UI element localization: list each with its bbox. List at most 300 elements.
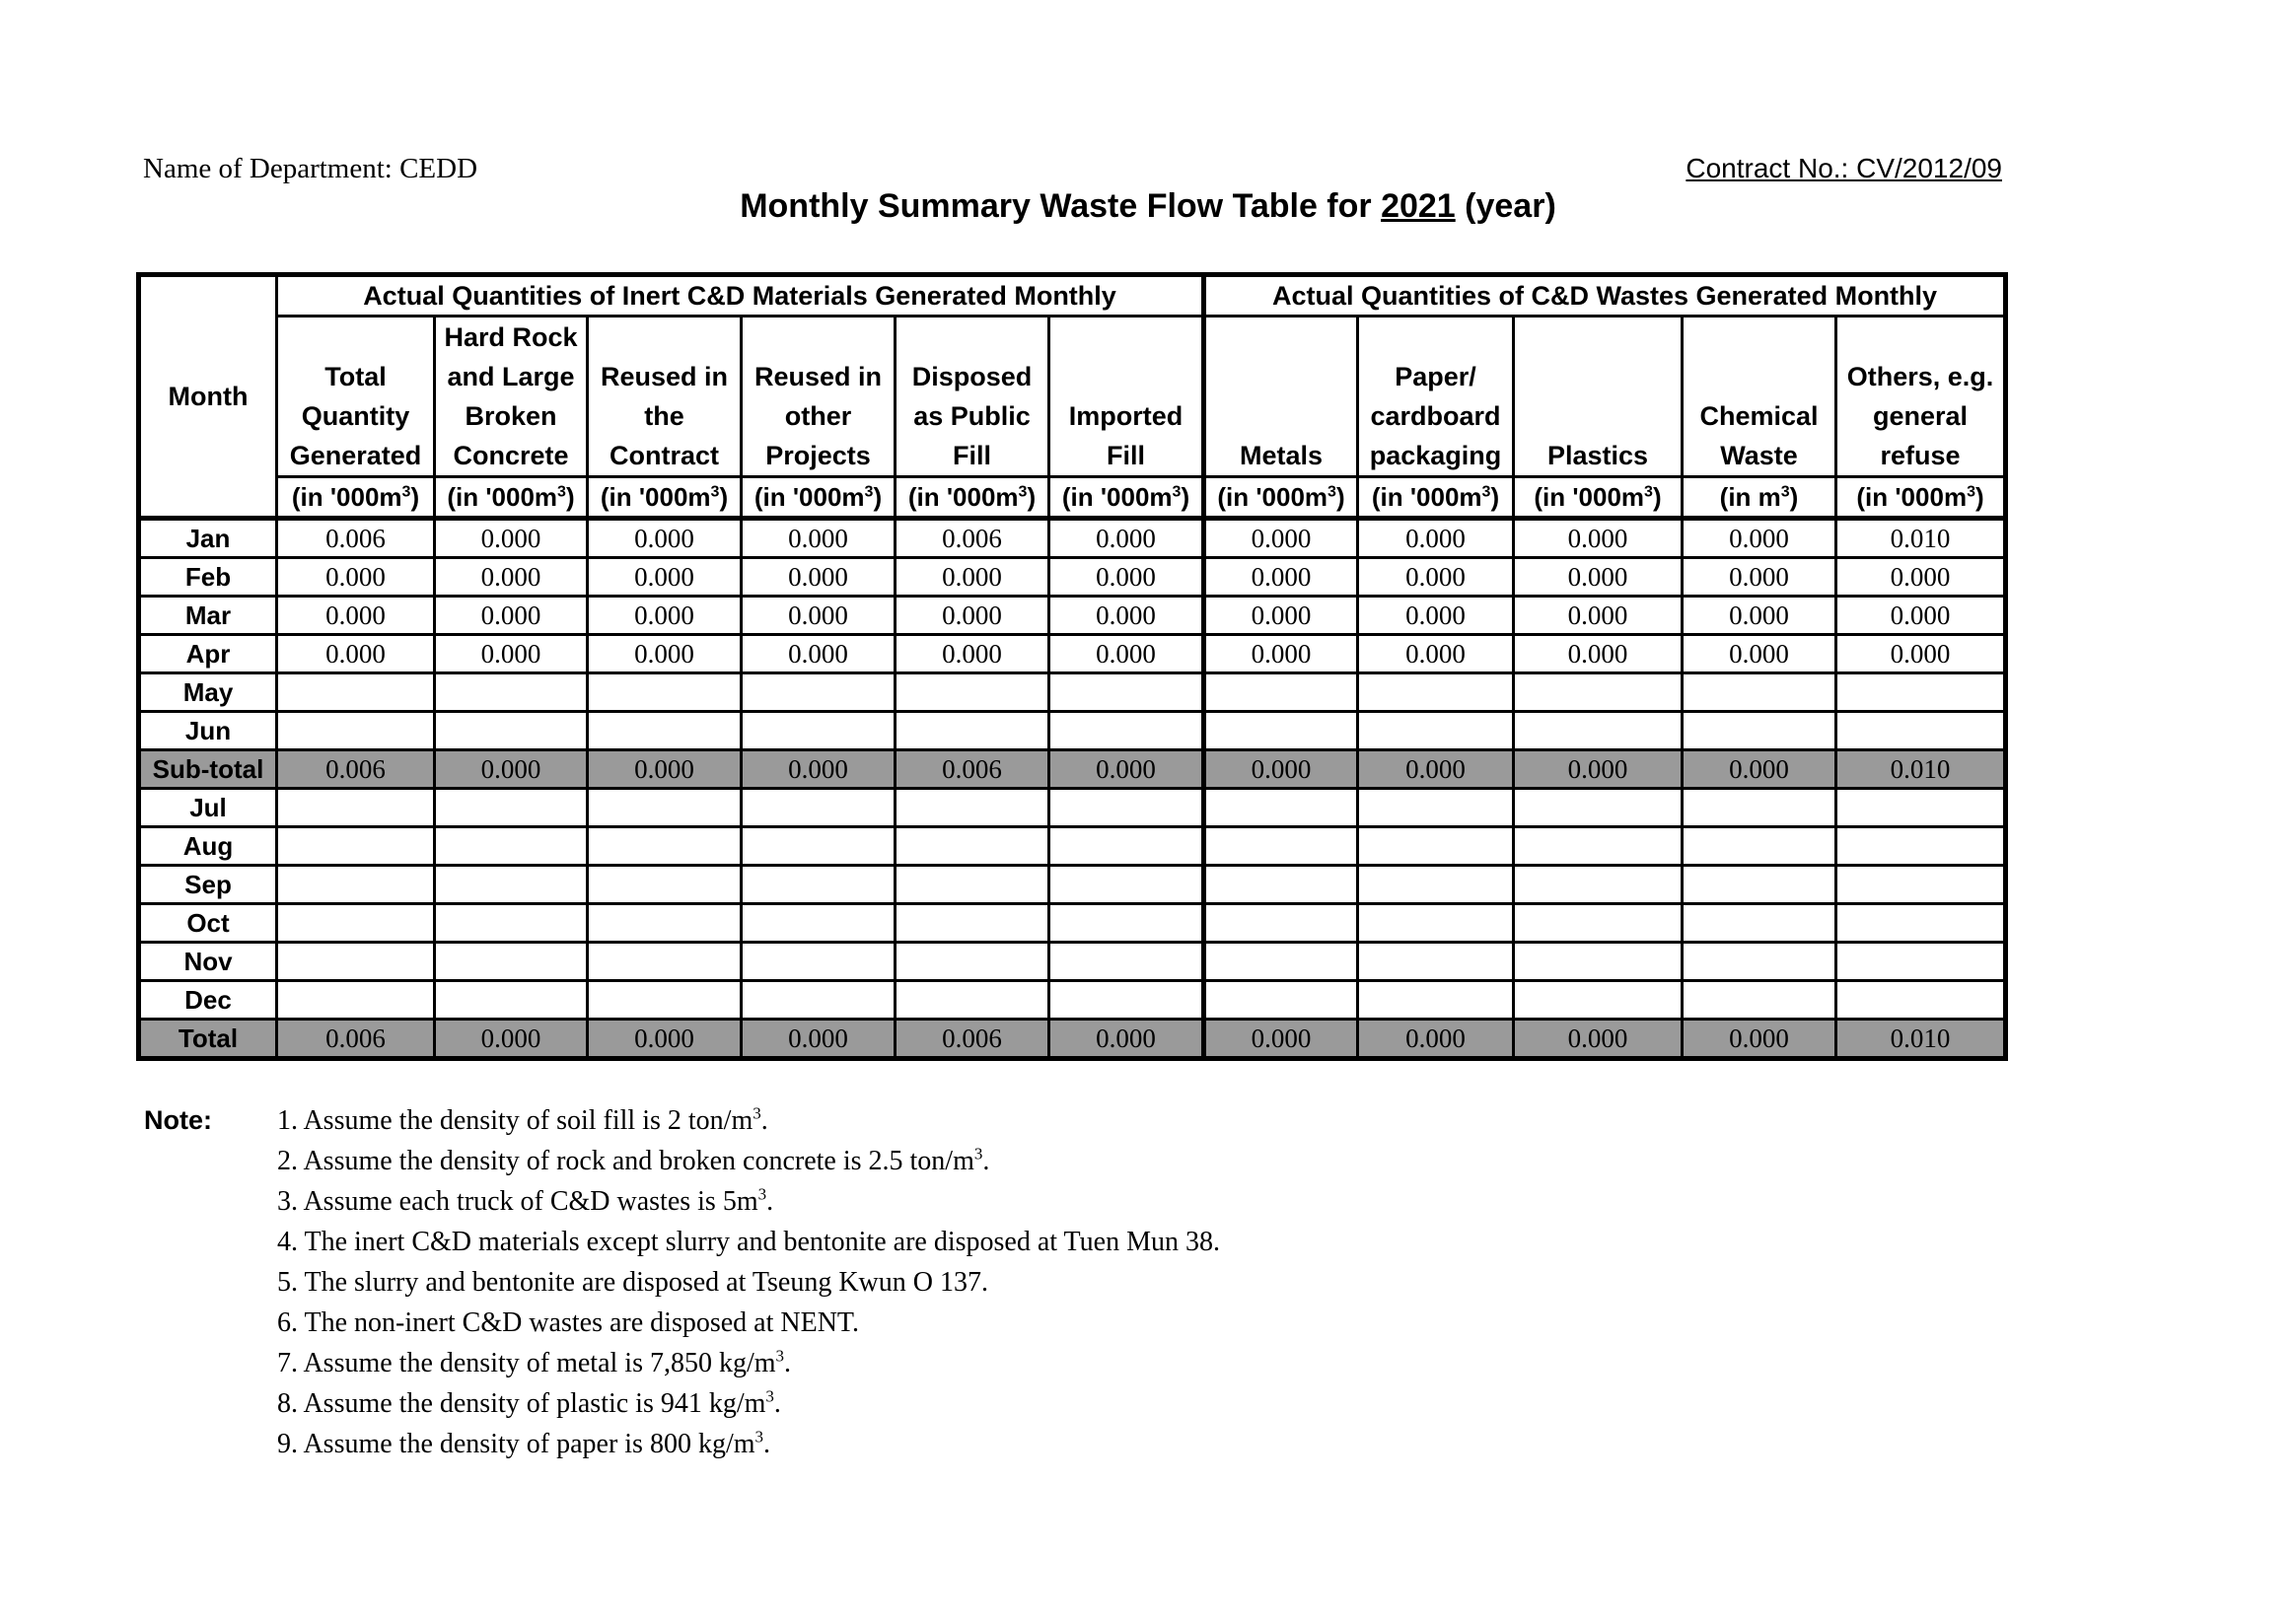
column-header-line: Concrete bbox=[453, 441, 569, 470]
value-cell bbox=[1683, 943, 1836, 981]
column-header-line: general bbox=[1872, 401, 1969, 431]
column-unit bbox=[896, 477, 1049, 519]
column-header-line: packaging bbox=[1369, 441, 1502, 470]
value-cell: 0.000 bbox=[1049, 1020, 1204, 1059]
column-header-line: Reused in bbox=[753, 362, 883, 391]
table-row bbox=[139, 712, 2006, 750]
note-text: 9. Assume the density of paper is 800 kg/m bbox=[277, 1429, 755, 1459]
value-cell bbox=[277, 904, 435, 943]
title-prefix: Monthly Summary Waste Flow Table for bbox=[740, 187, 1382, 225]
value-cell: 0.000 bbox=[1514, 519, 1683, 558]
value-cell bbox=[896, 866, 1049, 904]
note-text: 5. The slurry and bentonite are disposed at Tseung Kwun O 137. bbox=[277, 1267, 988, 1298]
note-item bbox=[277, 1303, 1220, 1343]
unit-superscript: 3 bbox=[1481, 483, 1491, 501]
value-cell bbox=[742, 866, 896, 904]
unit-text: (in '000m bbox=[1217, 482, 1328, 512]
note-text: 6. The non-inert C&D wastes are disposed at NENT. bbox=[277, 1307, 859, 1338]
month-cell: Total bbox=[139, 1020, 277, 1059]
value-cell: 0.000 bbox=[1204, 635, 1358, 673]
unit-close: ) bbox=[873, 482, 883, 512]
value-cell: 0.000 bbox=[1358, 519, 1514, 558]
value-cell bbox=[1836, 789, 2006, 827]
note-superscript: 3 bbox=[973, 1144, 983, 1164]
value-cell: 0.000 bbox=[742, 635, 896, 673]
column-unit bbox=[277, 477, 435, 519]
value-cell bbox=[1836, 827, 2006, 866]
unit-close: ) bbox=[565, 482, 575, 512]
value-cell: 0.000 bbox=[1683, 635, 1836, 673]
note-superscript: 3 bbox=[754, 1427, 764, 1447]
value-cell bbox=[588, 712, 742, 750]
value-cell bbox=[742, 943, 896, 981]
unit-close: ) bbox=[410, 482, 420, 512]
value-cell: 0.000 bbox=[1836, 635, 2006, 673]
value-cell: 0.000 bbox=[1514, 635, 1683, 673]
value-cell bbox=[277, 673, 435, 712]
column-header-line: and Large bbox=[447, 362, 575, 391]
column-header bbox=[742, 317, 896, 477]
value-cell: 0.000 bbox=[1683, 519, 1836, 558]
table-row bbox=[139, 904, 2006, 943]
value-cell bbox=[1049, 827, 1204, 866]
table-row bbox=[139, 635, 2006, 673]
value-cell bbox=[1049, 673, 1204, 712]
column-unit bbox=[1683, 477, 1836, 519]
value-cell bbox=[896, 673, 1049, 712]
column-header-line: the bbox=[644, 401, 684, 431]
value-cell: 0.000 bbox=[435, 750, 588, 789]
note-superscript: 3 bbox=[757, 1184, 767, 1204]
unit-close: ) bbox=[719, 482, 729, 512]
unit-close: ) bbox=[1490, 482, 1500, 512]
value-cell: 0.000 bbox=[742, 750, 896, 789]
value-cell bbox=[1049, 904, 1204, 943]
column-header-line: Chemical bbox=[1699, 401, 1819, 431]
value-cell: 0.000 bbox=[1836, 597, 2006, 635]
notes-list bbox=[277, 1100, 1220, 1464]
value-cell bbox=[1049, 943, 1204, 981]
column-header-line: Total bbox=[324, 362, 387, 391]
column-header-line: Disposed bbox=[911, 362, 1033, 391]
title-suffix: (year) bbox=[1455, 187, 1556, 225]
note-end: . bbox=[784, 1348, 792, 1378]
value-cell bbox=[896, 943, 1049, 981]
value-cell bbox=[1358, 943, 1514, 981]
value-cell bbox=[1836, 712, 2006, 750]
value-cell bbox=[1204, 904, 1358, 943]
unit-superscript: 3 bbox=[1780, 483, 1790, 501]
column-unit bbox=[1204, 477, 1358, 519]
month-cell: Jan bbox=[139, 519, 277, 558]
wastes-group-header: Actual Quantities of C&D Wastes Generated Monthly bbox=[1204, 275, 2006, 317]
note-item bbox=[277, 1222, 1220, 1262]
value-cell: 0.000 bbox=[435, 635, 588, 673]
note-superscript: 3 bbox=[775, 1346, 785, 1366]
column-header-line: cardboard bbox=[1370, 401, 1501, 431]
unit-superscript: 3 bbox=[1018, 483, 1028, 501]
value-cell: 0.000 bbox=[1514, 750, 1683, 789]
value-cell bbox=[1514, 673, 1683, 712]
column-unit bbox=[1049, 477, 1204, 519]
note-end: . bbox=[982, 1146, 990, 1176]
value-cell: 0.000 bbox=[1204, 597, 1358, 635]
value-cell bbox=[435, 827, 588, 866]
unit-close: ) bbox=[1335, 482, 1345, 512]
unit-close: ) bbox=[1652, 482, 1662, 512]
unit-close: ) bbox=[1789, 482, 1799, 512]
unit-superscript: 3 bbox=[1172, 483, 1182, 501]
value-cell: 0.000 bbox=[896, 558, 1049, 597]
column-header-line: Broken bbox=[465, 401, 557, 431]
value-cell bbox=[1514, 789, 1683, 827]
unit-text: (in '000m bbox=[1371, 482, 1482, 512]
month-cell: Apr bbox=[139, 635, 277, 673]
unit-text: (in '000m bbox=[1061, 482, 1173, 512]
value-cell bbox=[1049, 866, 1204, 904]
value-cell bbox=[1358, 789, 1514, 827]
contract-number: Contract No.: CV/2012/09 bbox=[1686, 153, 2002, 183]
unit-close: ) bbox=[1974, 482, 1984, 512]
value-cell bbox=[896, 904, 1049, 943]
value-cell: 0.000 bbox=[277, 597, 435, 635]
month-cell: Sub-total bbox=[139, 750, 277, 789]
value-cell bbox=[896, 981, 1049, 1020]
unit-text: (in '000m bbox=[1856, 482, 1968, 512]
value-cell bbox=[588, 673, 742, 712]
note-item bbox=[277, 1424, 1220, 1464]
unit-superscript: 3 bbox=[1327, 483, 1336, 501]
value-cell bbox=[588, 904, 742, 943]
value-cell bbox=[435, 981, 588, 1020]
value-cell: 0.000 bbox=[742, 558, 896, 597]
value-cell: 0.000 bbox=[1836, 558, 2006, 597]
table-row bbox=[139, 597, 2006, 635]
value-cell bbox=[1514, 904, 1683, 943]
value-cell bbox=[1204, 866, 1358, 904]
unit-superscript: 3 bbox=[557, 483, 566, 501]
value-cell bbox=[1358, 981, 1514, 1020]
value-cell: 0.000 bbox=[1683, 558, 1836, 597]
month-cell: Jun bbox=[139, 712, 277, 750]
month-cell: Dec bbox=[139, 981, 277, 1020]
column-header-line: Projects bbox=[765, 441, 871, 470]
unit-text: (in m bbox=[1719, 482, 1781, 512]
month-cell: May bbox=[139, 673, 277, 712]
value-cell bbox=[1049, 712, 1204, 750]
month-cell: Aug bbox=[139, 827, 277, 866]
note-text: 1. Assume the density of soil fill is 2 ton/m bbox=[277, 1105, 753, 1136]
note-text: 2. Assume the density of rock and broken concrete is 2.5 ton/m bbox=[277, 1146, 974, 1176]
value-cell: 0.000 bbox=[742, 1020, 896, 1059]
value-cell: 0.000 bbox=[588, 750, 742, 789]
column-header-line: Contract bbox=[609, 441, 719, 470]
note-item bbox=[277, 1141, 1220, 1181]
value-cell bbox=[1204, 789, 1358, 827]
page-title bbox=[0, 187, 2296, 226]
column-header-line: Paper/ bbox=[1395, 362, 1476, 391]
inert-group-header: Actual Quantities of Inert C&D Materials Generated Monthly bbox=[277, 275, 1204, 317]
column-header-line: Others, e.g. bbox=[1846, 362, 1994, 391]
unit-text: (in '000m bbox=[291, 482, 402, 512]
column-header-line: refuse bbox=[1880, 441, 1961, 470]
value-cell bbox=[1204, 712, 1358, 750]
note-text: 3. Assume each truck of C&D wastes is 5m bbox=[277, 1186, 758, 1217]
table-row bbox=[139, 943, 2006, 981]
value-cell bbox=[896, 827, 1049, 866]
unit-superscript: 3 bbox=[401, 483, 411, 501]
column-header-line: Generated bbox=[289, 441, 422, 470]
month-column-header: Month bbox=[139, 275, 277, 519]
unit-superscript: 3 bbox=[710, 483, 720, 501]
value-cell bbox=[1836, 943, 2006, 981]
note-end: . bbox=[763, 1429, 771, 1459]
note-item bbox=[277, 1262, 1220, 1303]
table-row bbox=[139, 981, 2006, 1020]
value-cell bbox=[1836, 904, 2006, 943]
value-cell bbox=[588, 789, 742, 827]
value-cell bbox=[1358, 827, 1514, 866]
value-cell bbox=[588, 943, 742, 981]
note-text: 7. Assume the density of metal is 7,850 kg/m bbox=[277, 1348, 776, 1378]
value-cell: 0.010 bbox=[1836, 519, 2006, 558]
value-cell: 0.000 bbox=[1204, 519, 1358, 558]
value-cell bbox=[1836, 866, 2006, 904]
column-header-line: Metals bbox=[1239, 441, 1324, 470]
table-row bbox=[139, 558, 2006, 597]
value-cell: 0.000 bbox=[1204, 750, 1358, 789]
value-cell: 0.000 bbox=[588, 635, 742, 673]
value-cell: 0.000 bbox=[1204, 1020, 1358, 1059]
table-row bbox=[139, 789, 2006, 827]
unit-text: (in '000m bbox=[753, 482, 865, 512]
value-cell bbox=[1514, 943, 1683, 981]
value-cell: 0.000 bbox=[1049, 519, 1204, 558]
column-header-line: Reused in bbox=[600, 362, 729, 391]
note-end: . bbox=[773, 1388, 781, 1419]
value-cell bbox=[1836, 673, 2006, 712]
value-cell bbox=[742, 673, 896, 712]
value-cell bbox=[1514, 712, 1683, 750]
value-cell bbox=[1204, 943, 1358, 981]
note-item bbox=[277, 1181, 1220, 1222]
value-cell: 0.000 bbox=[896, 597, 1049, 635]
value-cell: 0.000 bbox=[1683, 1020, 1836, 1059]
department-name: Name of Department: CEDD bbox=[143, 153, 478, 184]
value-cell bbox=[1204, 827, 1358, 866]
value-cell: 0.010 bbox=[1836, 1020, 2006, 1059]
value-cell bbox=[277, 827, 435, 866]
value-cell: 0.000 bbox=[896, 635, 1049, 673]
column-unit bbox=[1358, 477, 1514, 519]
value-cell: 0.006 bbox=[277, 519, 435, 558]
value-cell bbox=[277, 981, 435, 1020]
unit-text: (in '000m bbox=[447, 482, 558, 512]
value-cell bbox=[277, 866, 435, 904]
value-cell: 0.006 bbox=[896, 1020, 1049, 1059]
value-cell bbox=[588, 827, 742, 866]
title-year: 2021 bbox=[1381, 187, 1456, 225]
value-cell bbox=[896, 789, 1049, 827]
value-cell: 0.000 bbox=[1514, 558, 1683, 597]
value-cell bbox=[435, 866, 588, 904]
value-cell bbox=[896, 712, 1049, 750]
value-cell bbox=[1049, 981, 1204, 1020]
value-cell: 0.000 bbox=[1358, 597, 1514, 635]
value-cell: 0.006 bbox=[277, 750, 435, 789]
month-cell: Nov bbox=[139, 943, 277, 981]
value-cell: 0.000 bbox=[1683, 750, 1836, 789]
value-cell: 0.000 bbox=[1358, 1020, 1514, 1059]
value-cell bbox=[1683, 904, 1836, 943]
value-cell: 0.000 bbox=[742, 519, 896, 558]
note-text: 4. The inert C&D materials except slurry and bentonite are disposed at Tuen Mun 38. bbox=[277, 1227, 1220, 1257]
value-cell bbox=[1514, 981, 1683, 1020]
note-superscript: 3 bbox=[753, 1103, 761, 1123]
column-header-line: Hard Rock bbox=[444, 322, 578, 352]
column-header-line: as Public bbox=[913, 401, 1031, 431]
value-cell bbox=[1358, 712, 1514, 750]
value-cell: 0.000 bbox=[1204, 558, 1358, 597]
column-header-line: Plastics bbox=[1546, 441, 1649, 470]
column-unit bbox=[588, 477, 742, 519]
column-header bbox=[1049, 317, 1204, 477]
column-header bbox=[1204, 317, 1358, 477]
column-header bbox=[1514, 317, 1683, 477]
summary-row bbox=[139, 1020, 2006, 1059]
value-cell bbox=[1358, 904, 1514, 943]
table-row bbox=[139, 827, 2006, 866]
unit-text: (in '000m bbox=[1534, 482, 1645, 512]
value-cell bbox=[435, 673, 588, 712]
value-cell: 0.010 bbox=[1836, 750, 2006, 789]
note-end: . bbox=[760, 1105, 768, 1136]
unit-close: ) bbox=[1027, 482, 1037, 512]
value-cell: 0.000 bbox=[1358, 558, 1514, 597]
unit-text: (in '000m bbox=[600, 482, 711, 512]
month-cell: Sep bbox=[139, 866, 277, 904]
value-cell bbox=[1683, 789, 1836, 827]
column-header bbox=[277, 317, 435, 477]
value-cell: 0.000 bbox=[588, 1020, 742, 1059]
value-cell: 0.000 bbox=[588, 519, 742, 558]
value-cell: 0.000 bbox=[588, 558, 742, 597]
month-cell: Feb bbox=[139, 558, 277, 597]
value-cell bbox=[1514, 866, 1683, 904]
table-row bbox=[139, 673, 2006, 712]
column-header-line: Quantity bbox=[301, 401, 410, 431]
month-cell: Oct bbox=[139, 904, 277, 943]
value-cell bbox=[1683, 827, 1836, 866]
column-header-line: Imported bbox=[1068, 401, 1184, 431]
value-cell bbox=[1358, 866, 1514, 904]
value-cell bbox=[1204, 981, 1358, 1020]
value-cell bbox=[435, 904, 588, 943]
value-cell: 0.000 bbox=[1514, 597, 1683, 635]
value-cell bbox=[588, 866, 742, 904]
value-cell bbox=[1049, 789, 1204, 827]
value-cell: 0.000 bbox=[1358, 750, 1514, 789]
note-item bbox=[277, 1383, 1220, 1424]
value-cell: 0.000 bbox=[1514, 1020, 1683, 1059]
value-cell bbox=[1514, 827, 1683, 866]
value-cell bbox=[742, 981, 896, 1020]
value-cell bbox=[1683, 981, 1836, 1020]
unit-superscript: 3 bbox=[1967, 483, 1975, 501]
unit-close: ) bbox=[1181, 482, 1190, 512]
note-superscript: 3 bbox=[765, 1386, 774, 1406]
value-cell bbox=[435, 943, 588, 981]
value-cell: 0.000 bbox=[1683, 597, 1836, 635]
value-cell: 0.000 bbox=[1049, 558, 1204, 597]
value-cell bbox=[742, 712, 896, 750]
value-cell: 0.000 bbox=[277, 635, 435, 673]
summary-row bbox=[139, 750, 2006, 789]
month-cell: Mar bbox=[139, 597, 277, 635]
value-cell: 0.000 bbox=[1049, 750, 1204, 789]
value-cell: 0.000 bbox=[742, 597, 896, 635]
value-cell bbox=[277, 789, 435, 827]
unit-superscript: 3 bbox=[864, 483, 874, 501]
unit-superscript: 3 bbox=[1644, 483, 1653, 501]
column-unit bbox=[742, 477, 896, 519]
value-cell bbox=[1683, 866, 1836, 904]
value-cell bbox=[1204, 673, 1358, 712]
value-cell: 0.000 bbox=[1049, 635, 1204, 673]
note-end: . bbox=[766, 1186, 774, 1217]
value-cell: 0.006 bbox=[896, 519, 1049, 558]
column-header bbox=[1836, 317, 2006, 477]
value-cell bbox=[742, 904, 896, 943]
value-cell: 0.006 bbox=[277, 1020, 435, 1059]
note-label: Note: bbox=[144, 1105, 212, 1135]
value-cell bbox=[588, 981, 742, 1020]
value-cell bbox=[1683, 673, 1836, 712]
value-cell: 0.000 bbox=[435, 1020, 588, 1059]
column-unit bbox=[1836, 477, 2006, 519]
value-cell bbox=[1358, 673, 1514, 712]
column-header-line: Waste bbox=[1720, 441, 1798, 470]
column-unit bbox=[1514, 477, 1683, 519]
value-cell bbox=[1683, 712, 1836, 750]
value-cell bbox=[277, 943, 435, 981]
value-cell: 0.000 bbox=[435, 558, 588, 597]
value-cell: 0.000 bbox=[588, 597, 742, 635]
value-cell: 0.000 bbox=[277, 558, 435, 597]
column-header bbox=[588, 317, 742, 477]
note-text: 8. Assume the density of plastic is 941 kg/m bbox=[277, 1388, 766, 1419]
column-header bbox=[435, 317, 588, 477]
column-header-line: Fill bbox=[953, 441, 991, 470]
note-item bbox=[277, 1343, 1220, 1383]
value-cell: 0.000 bbox=[1358, 635, 1514, 673]
month-cell: Jul bbox=[139, 789, 277, 827]
column-unit bbox=[435, 477, 588, 519]
column-header bbox=[1683, 317, 1836, 477]
value-cell bbox=[435, 789, 588, 827]
column-header bbox=[1358, 317, 1514, 477]
value-cell: 0.000 bbox=[435, 519, 588, 558]
column-header-line: other bbox=[784, 401, 852, 431]
unit-text: (in '000m bbox=[907, 482, 1019, 512]
note-item bbox=[277, 1100, 1220, 1141]
waste-flow-table bbox=[136, 272, 2008, 1061]
value-cell bbox=[742, 789, 896, 827]
column-header-line: Fill bbox=[1107, 441, 1145, 470]
value-cell bbox=[742, 827, 896, 866]
value-cell: 0.000 bbox=[435, 597, 588, 635]
value-cell bbox=[277, 712, 435, 750]
